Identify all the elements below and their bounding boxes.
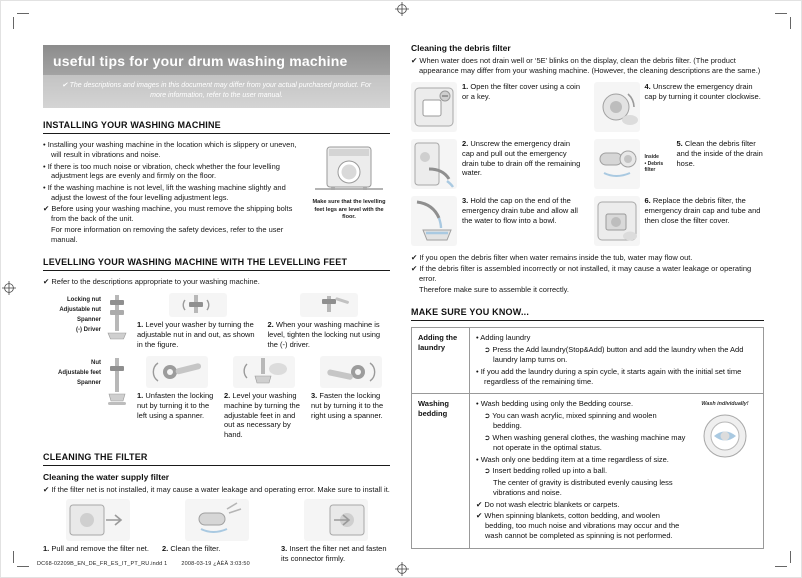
pull-drain-tube-icon — [411, 139, 457, 189]
washing-bedding-text — [476, 399, 687, 541]
crop-mark — [13, 551, 14, 563]
heading-levelling: LEVELLING YOUR WASHING MACHINE WITH THE LEVELLING FEET — [43, 257, 390, 271]
label-debris-filter: • Debris filter — [644, 160, 664, 174]
installing-check-note-cont: For more information on removing the safety devices, refer to the user manual. — [51, 225, 284, 245]
levelling-row-2 — [43, 356, 390, 440]
step-number: 3. — [311, 390, 318, 400]
levelling-step-text — [311, 391, 390, 421]
step-number: 3. — [462, 195, 469, 205]
heading-installing: INSTALLING YOUR WASHING MACHINE — [43, 120, 390, 134]
levelling-step-1-1-figure — [169, 293, 227, 317]
filter-step-1-figure — [66, 499, 130, 541]
step-body: Unfasten the locking nut by turning it to the left using a spanner. — [137, 390, 214, 420]
know-line: ➲ Insert bedding rolled up into a ball. — [484, 466, 608, 476]
know-line: ➲ When washing general clothes, the washing machine may not operate in the optimal status. — [484, 432, 686, 452]
know-line: ➲ Press the Add laundry(Stop&Add) button and add the laundry when the Add laundry lamp turns on. — [484, 344, 744, 365]
debris-step-3-figure — [411, 196, 457, 246]
step-number: 6. — [644, 195, 651, 205]
step-body: When your washing machine is level, tighten the locking nut using the (-) driver. — [267, 320, 381, 349]
pull-filter-net-icon — [66, 499, 130, 541]
debris-note-overflow: ✔ If you open the debris filter when water remains inside the tub, water may flow out. — [411, 252, 693, 262]
debris-step-text — [462, 82, 582, 132]
filter-steps-row — [43, 499, 390, 564]
step-body: Replace the debris filter, the emergency drain cap and tube and then close the filter cover. — [644, 195, 761, 225]
installing-check-note: ✔ Before using your washing machine, you must remove the shipping bolts from the back of the unit. — [43, 204, 293, 224]
label-locking-nut: Locking nut — [67, 297, 101, 304]
levelling-step-text — [137, 391, 216, 421]
debris-step-2 — [411, 139, 582, 189]
installing-section — [43, 140, 390, 245]
step-number: 2. — [267, 320, 274, 330]
debris-note: ✔ When water does not drain well or ‘5E’ blinks on the display, clean the debris filter. (The product appearance may differ from your washing machine. (However, the cleaning descriptions are the same.) — [411, 56, 761, 75]
debris-step-6 — [594, 196, 765, 246]
know-line: • Wash bedding using only the Bedding course. — [476, 399, 634, 409]
levelling-diagram-1 — [43, 293, 129, 350]
levelling-step-2-2 — [224, 356, 303, 440]
levelling-diagram-2-labels — [43, 356, 101, 440]
right-column — [411, 39, 764, 549]
label-spanner-2: Spanner — [76, 379, 101, 386]
clean-debris-filter-icon — [594, 139, 640, 189]
insert-filter-net-icon — [304, 499, 368, 541]
drain-into-bowl-icon — [411, 196, 457, 246]
debris-step-text — [462, 196, 582, 246]
label-driver: (-) Driver — [75, 327, 101, 334]
heading-debris-filter: Cleaning the debris filter — [411, 43, 511, 53]
levelling-step-2-2-figure — [233, 356, 295, 388]
hand-adjust-icon — [233, 356, 295, 388]
filter-step-3 — [281, 499, 390, 564]
know-line: • If you add the laundry during a spin cycle, it starts again with the initial set time regardless of the remaining time. — [476, 366, 742, 386]
heading-cleaning-filter: CLEANING THE FILTER — [43, 452, 390, 466]
label-nut: Nut — [91, 359, 101, 366]
label-spanner: Spanner — [76, 317, 101, 324]
label-inside: Inside — [644, 153, 659, 160]
levelling-step-text — [224, 391, 303, 440]
levelling-step-text — [268, 320, 391, 350]
debris-step-5 — [594, 139, 765, 189]
filter-step-text — [162, 544, 271, 554]
wash-individually-figure — [693, 401, 757, 464]
adjust-nut-icon — [169, 293, 227, 317]
subheading-water-supply-filter: Cleaning the water supply filter — [43, 472, 170, 483]
step-body: Unscrew the emergency drain cap by turning it counter clockwise. — [644, 81, 761, 101]
row-body-washing-bedding — [470, 394, 764, 549]
unscrew-cap-icon — [594, 82, 640, 132]
table-row-adding-laundry — [412, 328, 764, 394]
spanner-loosen-icon — [146, 356, 208, 388]
washer-figure-caption: Make sure that the levelling feet legs are level with the floor. — [312, 199, 386, 220]
levelling-note: ✔ Refer to the descriptions appropriate to your washing machine. — [43, 277, 260, 287]
debris-step-text — [462, 139, 582, 189]
levelling-step-1-2 — [268, 293, 391, 350]
levelling-bolt-icon — [105, 293, 129, 343]
crop-mark — [17, 13, 29, 14]
make-sure-table — [411, 327, 764, 549]
debris-note-assembly-cont: Therefore make sure to assemble it correctly. — [419, 285, 569, 295]
step-body: Hold the cap on the end of the emergency drain tube and allow all the water to flow into a bowl. — [462, 195, 578, 225]
levelling-step-2-3-figure — [320, 356, 382, 388]
filter-step-text — [281, 544, 390, 564]
filter-step-2-figure — [185, 499, 249, 541]
page-title-banner — [43, 45, 390, 108]
registration-mark-icon — [395, 562, 409, 576]
step-number: 2. — [462, 138, 469, 148]
step-body: Insert the filter net and fasten its connector firmly. — [281, 544, 387, 563]
crop-mark — [13, 17, 14, 29]
crop-mark — [775, 566, 787, 567]
debris-step-text — [645, 196, 765, 246]
inside-debris-filter-labels — [645, 139, 672, 189]
step-number: 1. — [462, 81, 469, 91]
washer-figure — [308, 144, 390, 221]
know-line: • Adding laundry — [476, 333, 531, 343]
step-number: 1. — [137, 390, 144, 400]
levelling-step-1-2-figure — [300, 293, 358, 317]
page-title-note: ✔ The descriptions and images in this document may differ from your actual purchased product. For more information, refer to the user manual. — [43, 75, 390, 108]
left-column — [43, 45, 390, 564]
filter-note: ✔ If the filter net is not installed, it may cause a water leakage and operating error. Make sure to install it. — [43, 485, 390, 495]
debris-step-4-figure — [594, 82, 640, 132]
debris-step-3 — [411, 196, 582, 246]
step-body: Pull and remove the filter net. — [51, 544, 149, 554]
step-body: Level your washer by turning the adjustable nut in and out, as shown in the figure. — [137, 320, 255, 349]
step-number: 2. — [162, 544, 169, 554]
installing-bullet-3: • If the washing machine is not level, lift the washing machine slightly and adjust the lowest of the four levelling adjustment legs. — [43, 182, 286, 202]
open-cover-coin-icon — [411, 82, 457, 132]
table-row-washing-bedding — [412, 394, 764, 549]
step-body: Clean the debris filter and the inside of the drain hose. — [676, 138, 763, 168]
know-line: The center of gravity is distributed evenly causing less vibrations and noise. — [493, 477, 673, 497]
driver-tighten-icon — [300, 293, 358, 317]
installing-bullet-2: • If there is too much noise or vibration, check whether the four levelling adjustment legs are evenly and firmly on the floor. — [43, 161, 280, 181]
know-line: • Wash only one bedding item at a time regardless of size. — [476, 454, 669, 464]
bedding-drum-icon — [697, 409, 753, 461]
levelling-diagram-2 — [43, 356, 129, 440]
spanner-tighten-icon — [320, 356, 382, 388]
debris-step-4 — [594, 82, 765, 132]
levelling-step-2-3 — [311, 356, 390, 440]
debris-steps-grid — [411, 82, 764, 246]
debris-step-6-figure — [594, 196, 640, 246]
debris-step-1 — [411, 82, 582, 132]
levelling-row-1 — [43, 293, 390, 350]
wash-individually-label: Wash individually! — [701, 401, 749, 408]
step-number: 3. — [281, 544, 288, 554]
levelling-step-2-1-figure — [146, 356, 208, 388]
filter-step-3-figure — [304, 499, 368, 541]
page-title: useful tips for your drum washing machine — [43, 45, 390, 75]
label-adjustable-feet: Adjustable feet — [57, 369, 101, 376]
installing-bullet-1: • Installing your washing machine in the location which is slippery or uneven, will result in vibrations and noise. — [43, 140, 297, 160]
washing-bedding-content — [476, 399, 757, 541]
registration-mark-icon — [395, 2, 409, 16]
levelling-step-text — [137, 320, 260, 350]
heading-make-sure: MAKE SURE YOU KNOW... — [411, 307, 764, 321]
levelling-step-2-1 — [137, 356, 216, 440]
debris-step-1-figure — [411, 82, 457, 132]
registration-mark-icon — [2, 281, 16, 295]
installing-text — [43, 140, 304, 245]
clean-filter-icon — [185, 499, 249, 541]
crop-mark — [775, 13, 787, 14]
debris-step-text — [677, 139, 765, 189]
debris-step-5-figure — [594, 139, 640, 189]
step-number: 5. — [676, 138, 683, 148]
know-line: ✔ Do not wash electric blankets or carpets. — [476, 499, 620, 509]
row-label-adding-laundry: Adding the laundry — [412, 328, 470, 394]
levelling-step-1-1 — [137, 293, 260, 350]
debris-step-2-figure — [411, 139, 457, 189]
levelling-diagram-1-labels — [43, 293, 101, 350]
label-adjustable-nut: Adjustable nut — [59, 307, 101, 314]
footer-filename: DC68-02209B_EN_DE_FR_ES_IT_PT_RU.indd 1 — [37, 561, 168, 567]
footer-date: 2008-03-19 ¿ÀÈÄ 3:03:50 — [181, 561, 250, 567]
print-footer — [37, 561, 264, 567]
filter-step-text — [43, 544, 152, 554]
crop-mark — [790, 551, 791, 563]
step-number: 1. — [43, 544, 50, 554]
step-number: 2. — [224, 390, 231, 400]
replace-filter-cover-icon — [594, 196, 640, 246]
step-body: Clean the filter. — [170, 544, 221, 554]
filter-step-1 — [43, 499, 152, 564]
row-label-washing-bedding: Washing bedding — [412, 394, 470, 549]
step-body: Fasten the locking nut by turning it to the right using a spanner. — [311, 390, 384, 420]
row-body-adding-laundry — [470, 328, 764, 394]
step-number: 4. — [644, 81, 651, 91]
step-body: Level your washing machine by turning the adjustable feet in and out as necessary by hand. — [224, 390, 300, 440]
debris-notes — [411, 253, 764, 296]
crop-mark — [790, 17, 791, 29]
filter-step-2 — [162, 499, 271, 564]
levelling-foot-icon — [105, 356, 129, 408]
step-number: 1. — [137, 320, 144, 330]
crop-mark — [17, 566, 29, 567]
debris-step-text — [645, 82, 765, 132]
debris-note-assembly: ✔ If the debris filter is assembled incorrectly or not installed, it may cause a water leakage or operating error. — [411, 264, 752, 284]
washing-machine-icon — [313, 144, 385, 192]
step-body: Open the filter cover using a coin or a key. — [462, 81, 581, 101]
know-line: ➲ You can wash acrylic, mixed spinning and woolen bedding. — [484, 411, 657, 431]
know-line: ✔ When spinning blankets, cotton bedding, and woolen bedding, too much noise and vibrations may occur and the wash cannot be completed as spinning is not performed. — [476, 511, 680, 541]
step-body: Unscrew the emergency drain cap and pull out the emergency drain tube to drain off the remaining water. — [462, 138, 581, 178]
